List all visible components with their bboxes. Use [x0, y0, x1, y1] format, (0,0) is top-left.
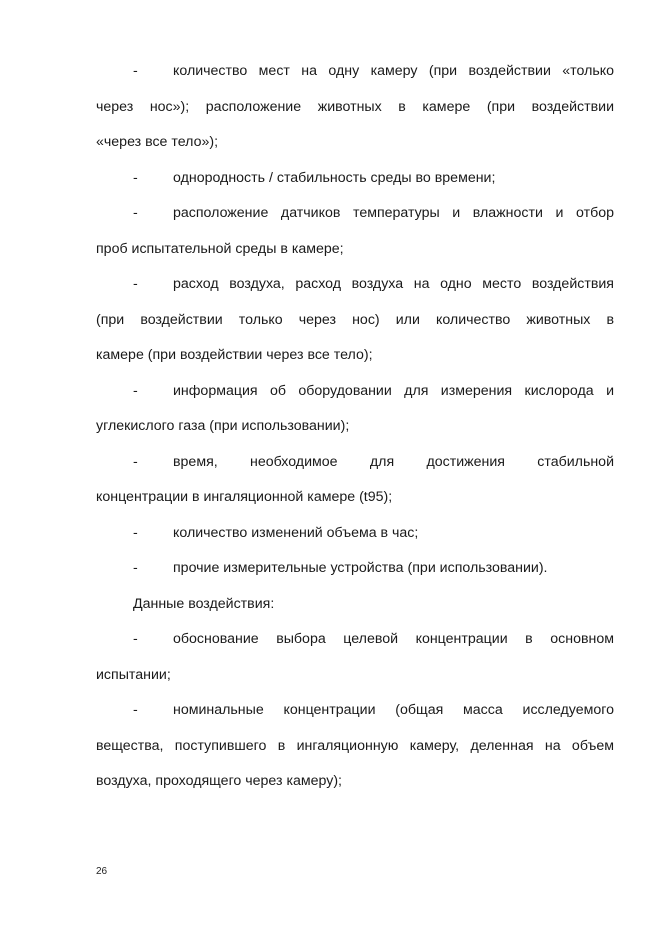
paragraph-line [96, 595, 614, 613]
bullet-line [96, 524, 614, 542]
bullet-dash: - [133, 631, 138, 647]
line-text: расход воздуха, расход воздуха на одно место воздействия [173, 276, 614, 292]
bullet-line [96, 701, 614, 719]
bullet-dash: - [133, 560, 138, 576]
bullet-dash: - [133, 382, 138, 399]
document-page [96, 62, 614, 808]
bullet-dash: - [133, 453, 138, 470]
line-text: номинальные концентрации (общая масса исследуемого [173, 702, 614, 718]
bullet-line [96, 204, 614, 222]
line-text: однородность / стабильность среды во времени; [173, 169, 496, 186]
bullet-line [96, 453, 614, 471]
line-text: прочие измерительные устройства (при использовании). [173, 560, 548, 576]
bullet-line [96, 62, 614, 80]
bullet-dash: - [133, 205, 138, 221]
page-number: 26 [96, 866, 108, 877]
bullet-line [96, 275, 614, 293]
bullet-line [96, 169, 614, 187]
line-text: концентрации в ингаляционной камере (t95); [96, 489, 393, 505]
line-text: информация об оборудовании для измерения кислорода и [173, 382, 614, 399]
continuation-line [96, 311, 614, 329]
line-text: через нос»); расположение животных в камере (при воздействии [96, 98, 614, 115]
continuation-line [96, 772, 614, 790]
bullet-dash: - [133, 276, 138, 292]
line-text: Данные воздействия: [133, 595, 275, 612]
continuation-line [96, 98, 614, 116]
line-text: количество изменений объема в час; [173, 524, 419, 541]
bullet-dash: - [133, 702, 138, 718]
line-text: обоснование выбора целевой концентрации в основном [173, 631, 614, 647]
continuation-line [96, 737, 614, 755]
line-text: вещества, поступившего в ингаляционную камеру, деленная на объем [96, 737, 614, 754]
bullet-dash: - [133, 524, 138, 541]
bullet-line [96, 382, 614, 400]
continuation-line [96, 133, 614, 151]
bullet-dash: - [133, 169, 138, 186]
line-text: количество мест на одну камеру (при воздействии «только [173, 63, 614, 79]
bullet-dash: - [133, 63, 138, 79]
line-text: углекислого газа (при использовании); [96, 418, 350, 434]
line-text: проб испытательной среды в камере; [96, 240, 344, 257]
line-text: время, необходимое для достижения стабильной [173, 453, 614, 470]
line-text: камере (при воздействии через все тело); [96, 347, 373, 363]
bullet-line [96, 559, 614, 577]
continuation-line [96, 488, 614, 506]
bullet-line [96, 630, 614, 648]
continuation-line [96, 666, 614, 684]
continuation-line [96, 346, 614, 364]
line-text: испытании; [96, 666, 171, 683]
line-text: воздуха, проходящего через камеру); [96, 773, 343, 789]
line-text: расположение датчиков температуры и влажности и отбор [173, 205, 614, 221]
continuation-line [96, 240, 614, 258]
line-text: (при воздействии только через нос) или количество животных в [96, 311, 614, 328]
line-text: «через все тело»); [96, 134, 219, 150]
continuation-line [96, 417, 614, 435]
